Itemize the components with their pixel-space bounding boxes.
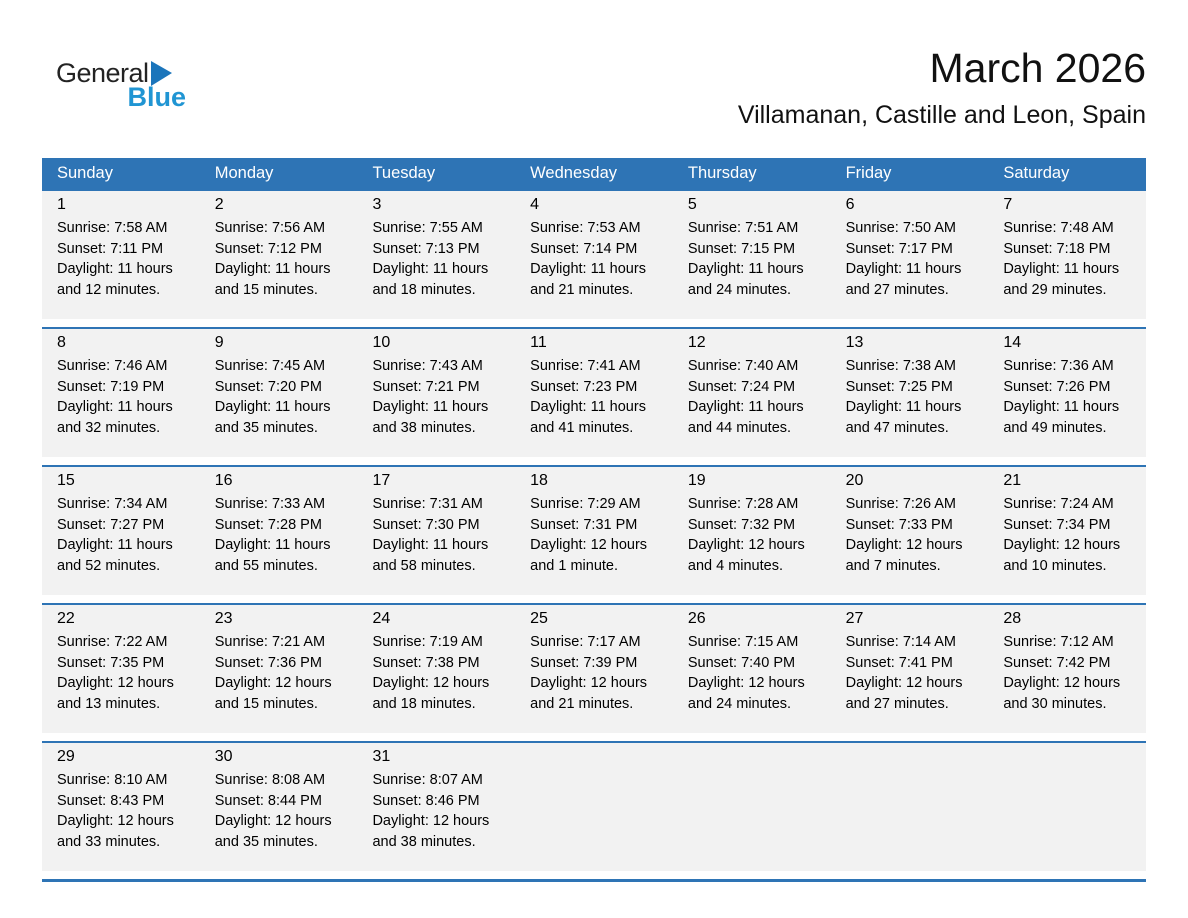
sunset-text: Sunset: 7:32 PM [687,516,796,533]
sunset-text: Sunset: 7:33 PM [845,516,953,533]
daylight-text: Daylight: 12 hours and 27 minutes. [845,675,963,712]
sunrise-text: Sunrise: 7:28 AM [687,496,799,512]
day-number: 12 [687,334,706,351]
day-number: 2 [214,196,224,213]
daylight-text: Daylight: 11 hours and 27 minutes. [845,261,962,298]
daylight-text: Daylight: 12 hours and 35 minutes. [214,813,332,850]
sunrise-text: Sunrise: 7:15 AM [687,634,799,650]
daylight-text: Daylight: 11 hours and 32 minutes. [57,399,173,436]
sunrise-text: Sunrise: 7:14 AM [845,634,957,650]
weekday-wednesday: Wednesday [530,164,617,182]
sunrise-text: Sunrise: 7:36 AM [1003,358,1114,374]
sunrise-text: Sunrise: 7:48 AM [1003,220,1114,236]
daylight-text: Daylight: 11 hours and 15 minutes. [214,261,331,298]
sunset-text: Sunset: 7:17 PM [845,240,953,257]
sunset-text: Sunset: 7:25 PM [845,378,953,395]
daylight-text: Daylight: 12 hours and 1 minute. [530,537,648,574]
day-cell-empty [988,743,1146,871]
sunset-text: Sunset: 7:36 PM [214,654,322,671]
day-cell-5 [673,191,831,319]
weekday-thursday: Thursday [687,164,757,182]
daylight-text: Daylight: 12 hours and 7 minutes. [845,537,963,574]
calendar-weeks [42,189,1146,871]
sunrise-text: Sunrise: 7:41 AM [530,358,641,374]
day-cell-22 [42,605,200,733]
daylight-text: Daylight: 11 hours and 29 minutes. [1003,261,1120,298]
location-subtitle: Villamanan, Castille and Leon, Spain [737,101,1146,130]
daylight-text: Daylight: 11 hours and 47 minutes. [845,399,962,436]
daylight-text: Daylight: 12 hours and 30 minutes. [1003,675,1121,712]
sunrise-text: Sunrise: 7:31 AM [372,496,483,512]
sunrise-text: Sunrise: 7:17 AM [530,634,641,650]
day-number: 16 [214,472,233,489]
daylight-text: Daylight: 11 hours and 35 minutes. [214,399,331,436]
day-number: 15 [57,472,75,489]
page-header [42,0,1146,158]
day-cell-1 [42,191,200,319]
day-cell-25 [515,605,673,733]
week-row-4 [42,603,1146,733]
daylight-text: Daylight: 11 hours and 12 minutes. [57,261,173,298]
sunset-text: Sunset: 7:14 PM [530,240,638,257]
sunrise-text: Sunrise: 7:56 AM [214,220,326,236]
day-number: 22 [57,610,75,627]
weekday-header-row [42,158,1146,189]
day-number: 26 [687,610,706,627]
sunset-text: Sunset: 7:42 PM [1003,654,1111,671]
daylight-text: Daylight: 11 hours and 18 minutes. [372,261,489,298]
sunrise-text: Sunrise: 7:46 AM [57,358,168,374]
sunset-text: Sunset: 7:11 PM [57,240,164,257]
daylight-text: Daylight: 11 hours and 52 minutes. [57,537,173,574]
day-number: 4 [530,196,540,213]
day-number: 20 [845,472,864,489]
general-blue-logo [56,60,188,111]
sunrise-text: Sunrise: 7:29 AM [530,496,641,512]
sunrise-text: Sunrise: 7:40 AM [687,358,799,374]
day-number: 3 [372,196,382,213]
sunrise-text: Sunrise: 8:07 AM [372,772,483,788]
sunrise-text: Sunrise: 8:08 AM [214,772,326,788]
daylight-text: Daylight: 12 hours and 10 minutes. [1003,537,1121,574]
day-number: 18 [530,472,548,489]
sunrise-text: Sunrise: 7:34 AM [57,496,168,512]
sunset-text: Sunset: 7:27 PM [57,516,165,533]
sunrise-text: Sunrise: 7:21 AM [214,634,326,650]
day-cell-23 [200,605,358,733]
daylight-text: Daylight: 11 hours and 21 minutes. [530,261,646,298]
sunset-text: Sunset: 7:31 PM [530,516,638,533]
week-row-1 [42,189,1146,319]
day-number: 29 [57,748,75,765]
sunset-text: Sunset: 7:15 PM [687,240,796,257]
weekday-saturday: Saturday [1003,164,1070,182]
day-cell-19 [673,467,831,595]
sunrise-text: Sunrise: 7:19 AM [372,634,483,650]
day-cell-3 [357,191,515,319]
day-cell-4 [515,191,673,319]
daylight-text: Daylight: 12 hours and 38 minutes. [372,813,490,850]
sunset-text: Sunset: 7:35 PM [57,654,165,671]
daylight-text: Daylight: 12 hours and 24 minutes. [687,675,805,712]
daylight-text: Daylight: 12 hours and 13 minutes. [57,675,174,712]
weekday-friday: Friday [845,164,892,182]
sunset-text: Sunset: 8:44 PM [214,792,322,809]
daylight-text: Daylight: 11 hours and 38 minutes. [372,399,489,436]
sunset-text: Sunset: 8:46 PM [372,792,480,809]
day-cell-20 [831,467,989,595]
day-cell-29 [42,743,200,871]
day-number: 25 [530,610,548,627]
day-cell-9 [200,329,358,457]
sunrise-text: Sunrise: 7:55 AM [372,220,483,236]
day-cell-30 [200,743,358,871]
day-cell-28 [988,605,1146,733]
day-cell-10 [357,329,515,457]
day-cell-18 [515,467,673,595]
day-number: 14 [1003,334,1022,351]
sunset-text: Sunset: 7:34 PM [1003,516,1111,533]
daylight-text: Daylight: 11 hours and 58 minutes. [372,537,489,574]
day-number: 13 [845,334,864,351]
logo-text-blue: Blue [127,82,186,112]
daylight-text: Daylight: 11 hours and 44 minutes. [687,399,804,436]
day-cell-empty [831,743,989,871]
sunrise-text: Sunrise: 8:10 AM [57,772,168,788]
daylight-text: Daylight: 12 hours and 15 minutes. [214,675,332,712]
daylight-text: Daylight: 11 hours and 55 minutes. [214,537,331,574]
sunrise-text: Sunrise: 7:12 AM [1003,634,1114,650]
day-cell-16 [200,467,358,595]
day-number: 1 [57,196,66,213]
day-number: 7 [1003,196,1013,213]
sunset-text: Sunset: 7:30 PM [372,516,480,533]
day-number: 27 [845,610,864,627]
day-cell-24 [357,605,515,733]
sunset-text: Sunset: 8:43 PM [57,792,165,809]
title-block [42,0,1146,130]
week-row-2 [42,327,1146,457]
month-title: March 2026 [929,45,1146,91]
day-cell-8 [42,329,200,457]
daylight-text: Daylight: 12 hours and 18 minutes. [372,675,490,712]
sunrise-text: Sunrise: 7:22 AM [57,634,168,650]
daylight-text: Daylight: 11 hours and 24 minutes. [687,261,804,298]
sunrise-text: Sunrise: 7:51 AM [687,220,799,236]
day-cell-31 [357,743,515,871]
weekday-sunday: Sunday [57,164,113,182]
bottom-rule [42,879,1146,882]
day-cell-27 [831,605,989,733]
sunset-text: Sunset: 7:18 PM [1003,240,1111,257]
sunset-text: Sunset: 7:19 PM [57,378,165,395]
sunrise-text: Sunrise: 7:45 AM [214,358,326,374]
week-row-3 [42,465,1146,595]
day-number: 23 [214,610,233,627]
day-cell-17 [357,467,515,595]
sunset-text: Sunset: 7:41 PM [845,654,953,671]
sunrise-text: Sunrise: 7:53 AM [530,220,641,236]
day-number: 30 [214,748,233,765]
day-number: 6 [845,196,855,213]
sunset-text: Sunset: 7:13 PM [372,240,480,257]
day-cell-11 [515,329,673,457]
sunset-text: Sunset: 7:39 PM [530,654,638,671]
day-number: 11 [530,334,547,351]
daylight-text: Daylight: 12 hours and 4 minutes. [687,537,805,574]
day-number: 24 [372,610,391,627]
day-cell-empty [673,743,831,871]
daylight-text: Daylight: 11 hours and 41 minutes. [530,399,646,436]
sunrise-text: Sunrise: 7:38 AM [845,358,957,374]
daylight-text: Daylight: 12 hours and 21 minutes. [530,675,648,712]
day-number: 21 [1003,472,1022,489]
day-cell-15 [42,467,200,595]
day-number: 9 [214,334,224,351]
sunset-text: Sunset: 7:24 PM [687,378,796,395]
day-number: 19 [687,472,706,489]
day-cell-7 [988,191,1146,319]
day-cell-12 [673,329,831,457]
day-cell-26 [673,605,831,733]
sunset-text: Sunset: 7:38 PM [372,654,480,671]
sunrise-text: Sunrise: 7:24 AM [1003,496,1114,512]
sunrise-text: Sunrise: 7:50 AM [845,220,957,236]
day-number: 10 [372,334,391,351]
daylight-text: Daylight: 11 hours and 49 minutes. [1003,399,1120,436]
day-number: 17 [372,472,391,489]
day-cell-6 [831,191,989,319]
sunset-text: Sunset: 7:20 PM [214,378,322,395]
sunset-text: Sunset: 7:40 PM [687,654,796,671]
sunset-text: Sunset: 7:12 PM [214,240,322,257]
sunrise-text: Sunrise: 7:43 AM [372,358,483,374]
logo-text-general: General [56,58,149,88]
day-number: 5 [687,196,697,213]
weekday-monday: Monday [214,164,274,182]
day-cell-empty [515,743,673,871]
day-number: 8 [57,334,66,351]
sunrise-text: Sunrise: 7:33 AM [214,496,326,512]
day-cell-13 [831,329,989,457]
day-number: 28 [1003,610,1022,627]
weekday-tuesday: Tuesday [372,164,436,182]
sunset-text: Sunset: 7:23 PM [530,378,638,395]
day-cell-21 [988,467,1146,595]
sunrise-text: Sunrise: 7:26 AM [845,496,957,512]
day-number: 31 [372,748,391,765]
daylight-text: Daylight: 12 hours and 33 minutes. [57,813,174,850]
day-cell-14 [988,329,1146,457]
sunset-text: Sunset: 7:26 PM [1003,378,1111,395]
day-cell-2 [200,191,358,319]
sunset-text: Sunset: 7:21 PM [372,378,480,395]
week-row-5 [42,741,1146,871]
sunset-text: Sunset: 7:28 PM [214,516,322,533]
sunrise-text: Sunrise: 7:58 AM [57,220,168,236]
